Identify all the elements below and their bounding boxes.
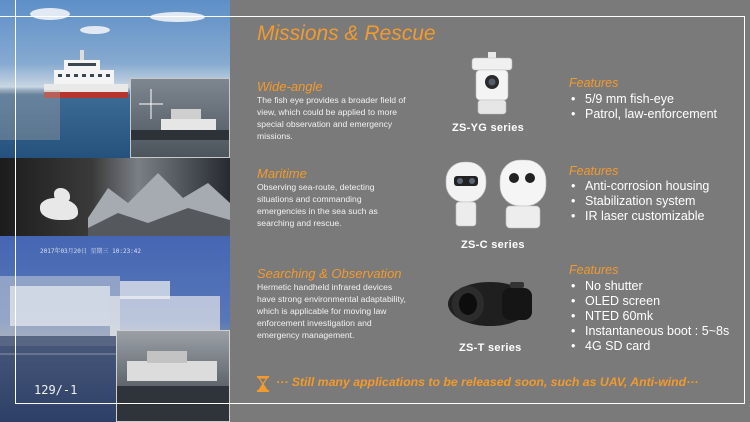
list-item: • Patrol, law-enforcement (569, 107, 717, 122)
section-text-wide-angle: The fish eye provides a broader field of view, which could be applied to more special observation and emergency missions. (257, 95, 406, 141)
list-item: • IR laser customizable (569, 209, 709, 224)
section-heading-searching: Searching & Observation (257, 266, 402, 281)
marine-camera-image (442, 158, 550, 230)
frame-line-right (744, 16, 745, 403)
hud-date: 2017年03月20日 星期三 10:23:42 (40, 248, 142, 255)
features-list-zs-yg (569, 92, 717, 122)
section-heading-maritime: Maritime (257, 166, 307, 181)
list-item: • Stabilization system (569, 194, 709, 209)
thermal-landscape-photo (0, 158, 230, 236)
handheld-thermal-camera-image (440, 278, 540, 332)
series-label-zs-t: ZS-T series (459, 342, 522, 354)
footer-note: ··· Still many applications to be released soon, such as UAV, Anti-wind··· (276, 375, 699, 389)
list-item: • 4G SD card (569, 339, 729, 354)
list-item: • OLED screen (569, 294, 729, 309)
hourglass-icon (256, 376, 270, 392)
list-item: • Instantaneous boot : 5~8s (569, 324, 729, 339)
hud-readout: 129/-1 (34, 383, 78, 397)
series-label-zs-yg: ZS-YG series (452, 122, 525, 134)
section-text-searching: Hermetic handheld infrared devices have strong environmental adaptability, which is applicable for moving law enforcement investigation and emergency management. (257, 282, 406, 340)
fisheye-camera-image (466, 52, 518, 116)
page-title: Missions & Rescue (257, 22, 436, 45)
image-collage (0, 0, 230, 422)
features-title-zs-yg: Features (569, 76, 619, 90)
list-item: • Anti-corrosion housing (569, 179, 709, 194)
frame-line-top (0, 16, 745, 17)
section-text-maritime: Observing sea-route, detecting situations and commanding emergencies in the sea such as searching and rescue. (257, 182, 378, 228)
buoy-photo (0, 90, 60, 140)
series-label-zs-c: ZS-C series (461, 239, 525, 251)
features-list-zs-t (569, 279, 729, 354)
thermal-ship-thumbnail (130, 78, 230, 158)
features-title-zs-c: Features (569, 164, 619, 178)
list-item: • 5/9 mm fish-eye (569, 92, 717, 107)
features-list-zs-c (569, 179, 709, 224)
frame-line-bottom (15, 403, 745, 404)
list-item: • No shutter (569, 279, 729, 294)
features-title-zs-t: Features (569, 263, 619, 277)
frame-line-left (15, 0, 16, 403)
section-heading-wide-angle: Wide-angle (257, 79, 323, 94)
thermal-boat-thumbnail (116, 330, 230, 422)
list-item: • NTED 60mk (569, 309, 729, 324)
